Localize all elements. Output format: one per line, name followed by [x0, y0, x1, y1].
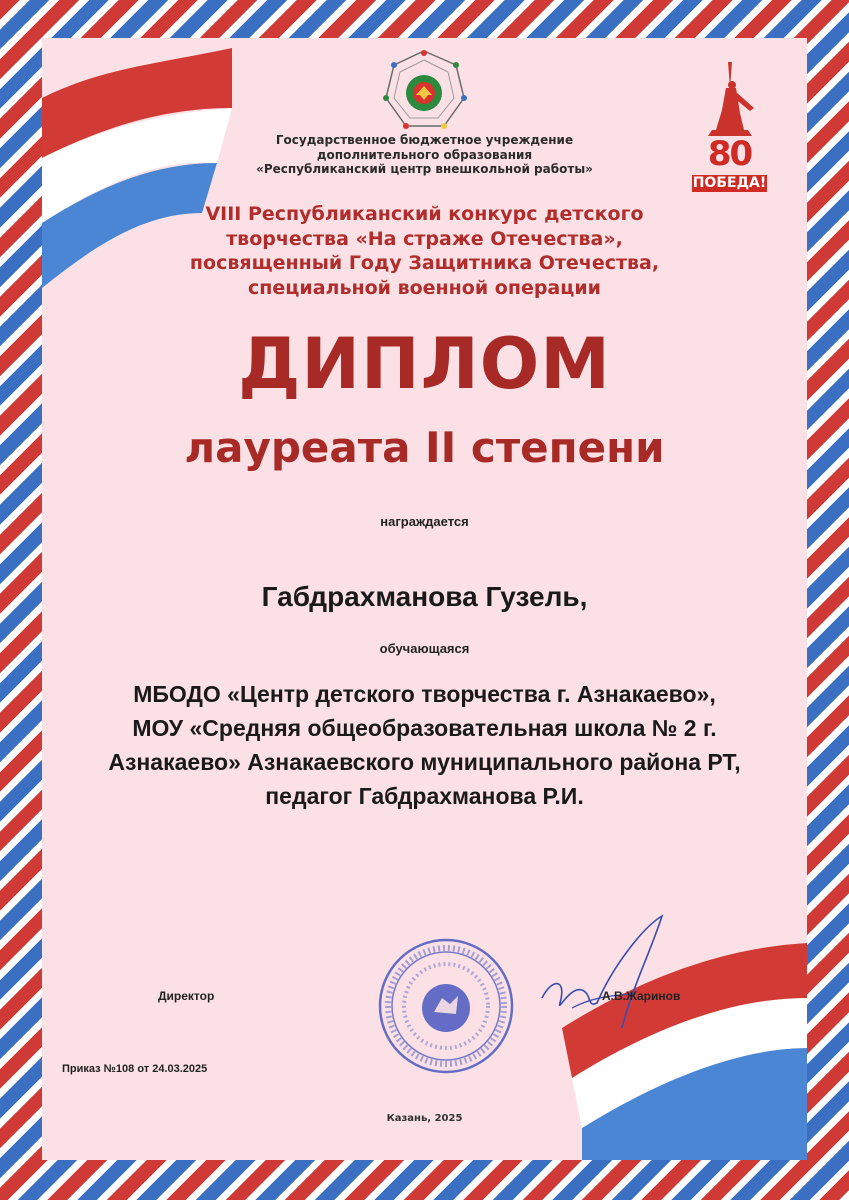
contest-line: творчества «На страже Отечества», — [226, 227, 623, 250]
institution-line: Азнакаево» Азнакаевского муниципального района РТ, — [108, 749, 741, 775]
victory-word: ПОБЕДА! — [692, 175, 767, 191]
motherland-statue-icon — [692, 58, 767, 138]
org-line: «Республиканский центр внешкольной работы» — [256, 162, 593, 176]
director-label: Директор — [158, 989, 215, 1003]
institution-line: педагог Габдрахманова Р.И. — [265, 783, 584, 809]
diploma-title: ДИПЛОМ — [238, 323, 611, 405]
stamp-icon — [376, 936, 516, 1076]
diploma-sheet — [42, 38, 807, 1160]
contest-line: посвященный Году Защитника Отечества, — [189, 252, 660, 274]
signature-icon — [512, 908, 672, 1038]
institution-line: МОУ «Средняя общеобразовательная школа № 2 г. — [132, 715, 717, 741]
institution-line: МБОДО «Центр детского творчества г. Азнакаево», — [133, 681, 716, 707]
tatarstan-emblem-icon — [382, 48, 467, 133]
recipient-role: обучающаяся — [379, 641, 470, 656]
contest-line: VIII Республиканский конкурс детского — [205, 203, 644, 225]
signer-name: А.В.Жаринов — [602, 989, 681, 1003]
contest-line: специальной военной операции — [248, 276, 601, 299]
victory-80-logo — [692, 58, 767, 198]
institution-block — [42, 677, 807, 813]
victory-number: 80 — [707, 134, 752, 174]
recipient-name: Габдрахманова Гузель, — [261, 581, 588, 612]
diploma-subtitle: лауреата II степени — [184, 423, 665, 472]
org-line: дополнительного образования — [316, 147, 533, 162]
contest-name — [42, 202, 807, 300]
org-line: Государственное бюджетное учреждение — [275, 133, 574, 147]
organization-name — [42, 133, 807, 177]
order-reference: Приказ №108 от 24.03.2025 — [62, 1063, 208, 1075]
city-year: Казань, 2025 — [386, 1113, 463, 1124]
awarded-label: награждается — [380, 514, 469, 529]
